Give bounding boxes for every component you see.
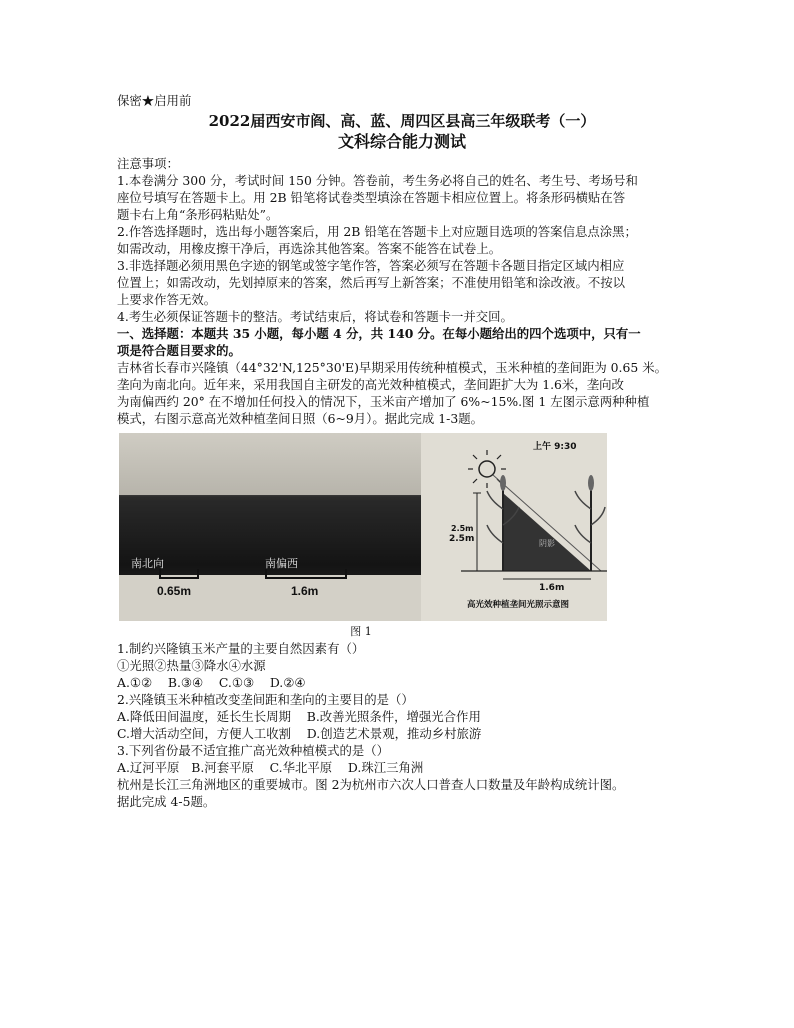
- note-line: 2.作答选择题时，选出每小题答案后，用 2B 铅笔在答题卡上对应题目选项的答案信息点涂黑；: [117, 224, 637, 239]
- notes-heading: 注意事项：: [117, 156, 179, 171]
- passage-line: 为南偏西约 20° 在不增加任何投入的情况下，玉米亩产增加了 6%~15%.图 1 左图示意两种种植: [117, 394, 650, 409]
- diagram-height-a: 2.5m: [451, 524, 474, 533]
- note-line: 4.考生必须保证答题卡的整洁。考试结束后，将试卷和答题卡一并交回。: [117, 309, 513, 324]
- question-stem: 3.下列省份最不适宜推广高光效种植模式的是（）: [117, 743, 390, 758]
- dimension-right: 1.6m: [291, 584, 319, 598]
- label-north-south: 南北向: [131, 557, 164, 570]
- question-option-line: A.①② B.③④ C.①③ D.②④: [117, 675, 306, 690]
- question-option-line: C.增大活动空间，方便人工收割 D.创造艺术景观，推动乡村旅游: [117, 726, 482, 741]
- dimension-brace-right: [265, 569, 347, 579]
- shadow-triangle: [503, 493, 591, 571]
- dimension-brace-left: [159, 569, 199, 579]
- light-diagram-svg: [421, 433, 607, 621]
- label-south-west: 南偏西: [265, 557, 298, 570]
- figure-caption: 图 1: [350, 625, 372, 638]
- section-heading: 一、选择题：本题共 35 小题，每小题 4 分，共 140 分。在每小题给出的四个选项中，只有一: [117, 326, 641, 341]
- passage-line: 吉林省长春市兴隆镇（44°32'N,125°30'E)早期采用传统种植模式，玉米种植的垄间距为 0.65 米。: [117, 360, 667, 375]
- exam-title: 2022届西安市阎、高、蓝、周四区县高三年级联考（一）: [208, 112, 596, 130]
- note-line: 题卡右上角“条形码粘贴处”。: [117, 207, 279, 222]
- note-line: 上要求作答无效。: [117, 292, 217, 307]
- passage-line: 据此完成 4-5题。: [117, 794, 216, 809]
- diagram-height-b: 2.5m: [449, 534, 475, 544]
- diagram-shade-label: 阴影: [539, 539, 555, 548]
- question-option-line: ①光照②热量③降水④水源: [117, 658, 266, 673]
- passage-line: 模式，右图示意高光效种植垄间日照（6~9月）。据此完成 1-3题。: [117, 411, 483, 426]
- figure-1: [119, 433, 607, 621]
- note-line: 如需改动，用橡皮擦干净后，再选涂其他答案。答案不能答在试卷上。: [117, 241, 502, 256]
- document-body: [117, 92, 687, 810]
- photo-sky: [119, 433, 421, 495]
- note-line: 座位号填写在答题卡上。用 2B 铅笔将试卷类型填涂在答题卡相应位置上。将条形码横贴在答: [117, 190, 626, 205]
- note-line: 1.本卷满分 300 分，考试时间 150 分钟。答卷前，考生务必将自己的姓名、考生号、考场号和: [117, 173, 638, 188]
- dimension-left: 0.65m: [157, 584, 192, 598]
- note-line: 位置上；如需改动，先划掉原来的答案，然后再写上新答案；不准使用铅笔和涂改液。不按以: [117, 275, 626, 290]
- light-diagram: [421, 433, 607, 621]
- passage-line: 杭州是长江三角洲地区的重要城市。图 2为杭州市六次人口普查人口数量及年龄构成统计图。: [117, 777, 625, 792]
- diagram-width: 1.6m: [539, 583, 565, 593]
- question-stem: 1.制约兴隆镇玉米产量的主要自然因素有（）: [117, 641, 365, 656]
- question-stem: 2.兴隆镇玉米种植改变垄间距和垄向的主要目的是（）: [117, 692, 414, 707]
- question-option-line: A.降低田间温度，延长生长周期 B.改善光照条件，增强光合作用: [117, 709, 481, 724]
- passage-line: 垄向为南北向。近年来，采用我国自主研发的高光效种植模式，垄间距扩大为 1.6米，垄向改: [117, 377, 624, 392]
- diagram-time: 上午 9:30: [533, 442, 577, 452]
- section-heading-cont: 项是符合题目要求的。: [117, 343, 241, 358]
- note-line: 3.非选择题必须用黑色字迹的钢笔或签字笔作答，答案必须写在答题卡各题目指定区域内相应: [117, 258, 625, 273]
- diagram-caption: 高光效种植垄间光照示意图: [467, 600, 570, 610]
- field-photo: [119, 433, 421, 621]
- exam-subtitle: 文科综合能力测试: [337, 132, 466, 151]
- secret-mark: 保密★启用前: [117, 93, 192, 108]
- corn-plant-right: [575, 475, 605, 571]
- question-option-line: A.辽河平原 B.河套平原 C.华北平原 D.珠江三角洲: [117, 760, 424, 775]
